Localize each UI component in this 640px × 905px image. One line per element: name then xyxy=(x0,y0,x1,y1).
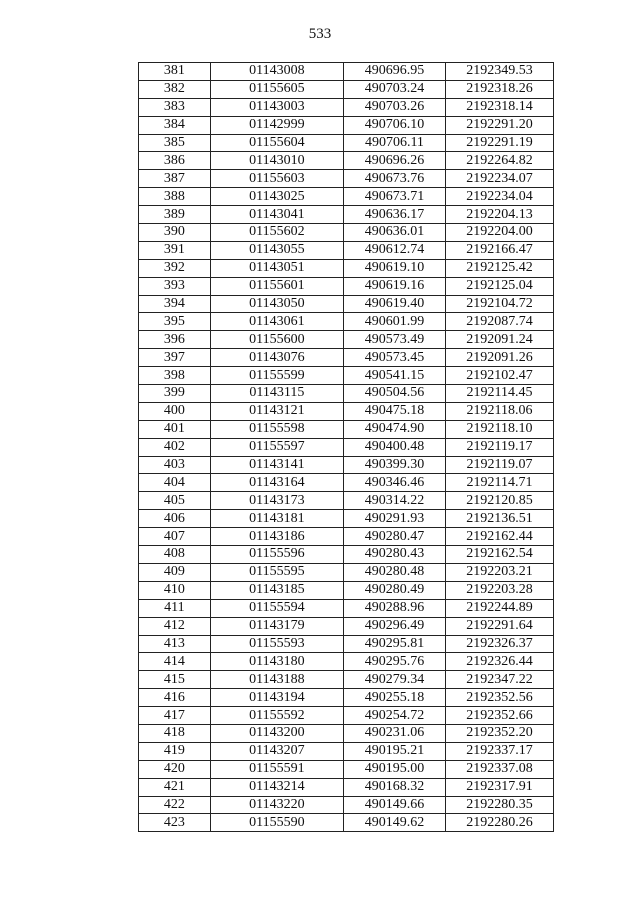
x-coordinate-cell: 490280.48 xyxy=(343,563,445,581)
y-coordinate-cell: 2192125.04 xyxy=(445,277,553,295)
x-coordinate-cell: 490541.15 xyxy=(343,367,445,385)
table-row xyxy=(139,277,554,295)
point-number-cell: 397 xyxy=(139,349,211,367)
table-row xyxy=(139,188,554,206)
y-coordinate-cell: 2192114.71 xyxy=(445,474,553,492)
point-id-cell: 01143186 xyxy=(210,528,343,546)
y-coordinate-cell: 2192347.22 xyxy=(445,671,553,689)
point-number-cell: 390 xyxy=(139,224,211,242)
y-coordinate-cell: 2192280.35 xyxy=(445,796,553,814)
point-number-cell: 386 xyxy=(139,152,211,170)
point-number-cell: 412 xyxy=(139,617,211,635)
table-row xyxy=(139,259,554,277)
point-id-cell: 01155595 xyxy=(210,563,343,581)
point-number-cell: 407 xyxy=(139,528,211,546)
point-id-cell: 01155590 xyxy=(210,814,343,832)
table-row xyxy=(139,313,554,331)
table-row xyxy=(139,653,554,671)
point-id-cell: 01155601 xyxy=(210,277,343,295)
point-id-cell: 01143115 xyxy=(210,385,343,403)
table-row xyxy=(139,295,554,313)
table-row xyxy=(139,581,554,599)
point-number-cell: 393 xyxy=(139,277,211,295)
table-row xyxy=(139,563,554,581)
point-number-cell: 399 xyxy=(139,385,211,403)
table-body xyxy=(139,63,554,832)
y-coordinate-cell: 2192118.06 xyxy=(445,402,553,420)
y-coordinate-cell: 2192091.26 xyxy=(445,349,553,367)
point-number-cell: 405 xyxy=(139,492,211,510)
point-number-cell: 414 xyxy=(139,653,211,671)
point-id-cell: 01143061 xyxy=(210,313,343,331)
y-coordinate-cell: 2192203.21 xyxy=(445,563,553,581)
point-number-cell: 406 xyxy=(139,510,211,528)
x-coordinate-cell: 490346.46 xyxy=(343,474,445,492)
y-coordinate-cell: 2192119.17 xyxy=(445,438,553,456)
table-row xyxy=(139,796,554,814)
y-coordinate-cell: 2192352.20 xyxy=(445,724,553,742)
x-coordinate-cell: 490231.06 xyxy=(343,724,445,742)
point-number-cell: 381 xyxy=(139,63,211,81)
point-number-cell: 391 xyxy=(139,241,211,259)
table-row xyxy=(139,98,554,116)
y-coordinate-cell: 2192125.42 xyxy=(445,259,553,277)
table-row xyxy=(139,510,554,528)
y-coordinate-cell: 2192234.04 xyxy=(445,188,553,206)
y-coordinate-cell: 2192352.66 xyxy=(445,707,553,725)
x-coordinate-cell: 490696.95 xyxy=(343,63,445,81)
y-coordinate-cell: 2192087.74 xyxy=(445,313,553,331)
x-coordinate-cell: 490504.56 xyxy=(343,385,445,403)
y-coordinate-cell: 2192162.44 xyxy=(445,528,553,546)
point-id-cell: 01143194 xyxy=(210,689,343,707)
point-id-cell: 01143041 xyxy=(210,206,343,224)
point-number-cell: 395 xyxy=(139,313,211,331)
point-number-cell: 403 xyxy=(139,456,211,474)
point-id-cell: 01143010 xyxy=(210,152,343,170)
point-id-cell: 01143051 xyxy=(210,259,343,277)
point-id-cell: 01155604 xyxy=(210,134,343,152)
y-coordinate-cell: 2192318.14 xyxy=(445,98,553,116)
y-coordinate-cell: 2192120.85 xyxy=(445,492,553,510)
point-id-cell: 01143003 xyxy=(210,98,343,116)
point-number-cell: 409 xyxy=(139,563,211,581)
x-coordinate-cell: 490296.49 xyxy=(343,617,445,635)
point-id-cell: 01155593 xyxy=(210,635,343,653)
point-number-cell: 394 xyxy=(139,295,211,313)
y-coordinate-cell: 2192317.91 xyxy=(445,778,553,796)
point-number-cell: 385 xyxy=(139,134,211,152)
y-coordinate-cell: 2192244.89 xyxy=(445,599,553,617)
table-row xyxy=(139,385,554,403)
point-id-cell: 01143141 xyxy=(210,456,343,474)
y-coordinate-cell: 2192337.17 xyxy=(445,742,553,760)
x-coordinate-cell: 490636.17 xyxy=(343,206,445,224)
point-id-cell: 01155591 xyxy=(210,760,343,778)
table-row xyxy=(139,241,554,259)
x-coordinate-cell: 490149.66 xyxy=(343,796,445,814)
point-id-cell: 01143121 xyxy=(210,402,343,420)
table-row xyxy=(139,80,554,98)
y-coordinate-cell: 2192291.20 xyxy=(445,116,553,134)
point-id-cell: 01143055 xyxy=(210,241,343,259)
table-row xyxy=(139,707,554,725)
x-coordinate-cell: 490619.40 xyxy=(343,295,445,313)
y-coordinate-cell: 2192119.07 xyxy=(445,456,553,474)
x-coordinate-cell: 490254.72 xyxy=(343,707,445,725)
point-id-cell: 01143185 xyxy=(210,581,343,599)
table-row xyxy=(139,635,554,653)
table-row xyxy=(139,724,554,742)
y-coordinate-cell: 2192318.26 xyxy=(445,80,553,98)
point-id-cell: 01143181 xyxy=(210,510,343,528)
table-row xyxy=(139,367,554,385)
point-number-cell: 421 xyxy=(139,778,211,796)
point-number-cell: 398 xyxy=(139,367,211,385)
y-coordinate-cell: 2192118.10 xyxy=(445,420,553,438)
point-id-cell: 01143220 xyxy=(210,796,343,814)
point-number-cell: 408 xyxy=(139,546,211,564)
y-coordinate-cell: 2192291.64 xyxy=(445,617,553,635)
y-coordinate-cell: 2192337.08 xyxy=(445,760,553,778)
point-number-cell: 423 xyxy=(139,814,211,832)
point-number-cell: 382 xyxy=(139,80,211,98)
table-row xyxy=(139,331,554,349)
point-number-cell: 422 xyxy=(139,796,211,814)
point-number-cell: 396 xyxy=(139,331,211,349)
point-id-cell: 01155605 xyxy=(210,80,343,98)
point-number-cell: 389 xyxy=(139,206,211,224)
x-coordinate-cell: 490295.76 xyxy=(343,653,445,671)
point-number-cell: 404 xyxy=(139,474,211,492)
x-coordinate-cell: 490280.49 xyxy=(343,581,445,599)
table-row xyxy=(139,742,554,760)
x-coordinate-cell: 490573.49 xyxy=(343,331,445,349)
table-row xyxy=(139,349,554,367)
x-coordinate-cell: 490706.10 xyxy=(343,116,445,134)
x-coordinate-cell: 490295.81 xyxy=(343,635,445,653)
table-row xyxy=(139,599,554,617)
point-number-cell: 415 xyxy=(139,671,211,689)
table-row xyxy=(139,778,554,796)
x-coordinate-cell: 490195.00 xyxy=(343,760,445,778)
point-id-cell: 01155596 xyxy=(210,546,343,564)
table-row xyxy=(139,402,554,420)
x-coordinate-cell: 490400.48 xyxy=(343,438,445,456)
point-id-cell: 01143050 xyxy=(210,295,343,313)
point-number-cell: 401 xyxy=(139,420,211,438)
y-coordinate-cell: 2192280.26 xyxy=(445,814,553,832)
point-number-cell: 413 xyxy=(139,635,211,653)
page-number: 533 xyxy=(308,26,332,42)
table-row xyxy=(139,152,554,170)
table-row xyxy=(139,689,554,707)
point-number-cell: 411 xyxy=(139,599,211,617)
table-row xyxy=(139,528,554,546)
y-coordinate-cell: 2192326.44 xyxy=(445,653,553,671)
y-coordinate-cell: 2192352.56 xyxy=(445,689,553,707)
x-coordinate-cell: 490673.71 xyxy=(343,188,445,206)
point-id-cell: 01143076 xyxy=(210,349,343,367)
x-coordinate-cell: 490475.18 xyxy=(343,402,445,420)
y-coordinate-cell: 2192264.82 xyxy=(445,152,553,170)
table-row xyxy=(139,760,554,778)
table-row xyxy=(139,474,554,492)
point-number-cell: 388 xyxy=(139,188,211,206)
point-number-cell: 420 xyxy=(139,760,211,778)
x-coordinate-cell: 490195.21 xyxy=(343,742,445,760)
table-row xyxy=(139,63,554,81)
point-id-cell: 01143173 xyxy=(210,492,343,510)
point-number-cell: 392 xyxy=(139,259,211,277)
x-coordinate-cell: 490149.62 xyxy=(343,814,445,832)
x-coordinate-cell: 490636.01 xyxy=(343,224,445,242)
point-number-cell: 417 xyxy=(139,707,211,725)
x-coordinate-cell: 490619.10 xyxy=(343,259,445,277)
coordinates-table xyxy=(138,62,554,832)
point-number-cell: 400 xyxy=(139,402,211,420)
point-id-cell: 01143025 xyxy=(210,188,343,206)
point-number-cell: 418 xyxy=(139,724,211,742)
x-coordinate-cell: 490619.16 xyxy=(343,277,445,295)
point-id-cell: 01155594 xyxy=(210,599,343,617)
x-coordinate-cell: 490703.24 xyxy=(343,80,445,98)
x-coordinate-cell: 490291.93 xyxy=(343,510,445,528)
point-number-cell: 410 xyxy=(139,581,211,599)
y-coordinate-cell: 2192104.72 xyxy=(445,295,553,313)
table-row xyxy=(139,492,554,510)
y-coordinate-cell: 2192234.07 xyxy=(445,170,553,188)
point-id-cell: 01155602 xyxy=(210,224,343,242)
point-number-cell: 402 xyxy=(139,438,211,456)
table-row xyxy=(139,420,554,438)
x-coordinate-cell: 490573.45 xyxy=(343,349,445,367)
y-coordinate-cell: 2192326.37 xyxy=(445,635,553,653)
x-coordinate-cell: 490601.99 xyxy=(343,313,445,331)
table-row xyxy=(139,116,554,134)
table-row xyxy=(139,438,554,456)
point-id-cell: 01143179 xyxy=(210,617,343,635)
table-row xyxy=(139,134,554,152)
table-row xyxy=(139,546,554,564)
x-coordinate-cell: 490703.26 xyxy=(343,98,445,116)
y-coordinate-cell: 2192136.51 xyxy=(445,510,553,528)
x-coordinate-cell: 490280.43 xyxy=(343,546,445,564)
x-coordinate-cell: 490612.74 xyxy=(343,241,445,259)
point-id-cell: 01143164 xyxy=(210,474,343,492)
point-id-cell: 01143008 xyxy=(210,63,343,81)
point-id-cell: 01155597 xyxy=(210,438,343,456)
point-id-cell: 01155592 xyxy=(210,707,343,725)
x-coordinate-cell: 490706.11 xyxy=(343,134,445,152)
table-row xyxy=(139,671,554,689)
y-coordinate-cell: 2192091.24 xyxy=(445,331,553,349)
point-id-cell: 01155603 xyxy=(210,170,343,188)
table-row xyxy=(139,456,554,474)
table-row xyxy=(139,170,554,188)
point-number-cell: 419 xyxy=(139,742,211,760)
point-number-cell: 416 xyxy=(139,689,211,707)
y-coordinate-cell: 2192166.47 xyxy=(445,241,553,259)
y-coordinate-cell: 2192291.19 xyxy=(445,134,553,152)
point-id-cell: 01143180 xyxy=(210,653,343,671)
table-row xyxy=(139,814,554,832)
y-coordinate-cell: 2192349.53 xyxy=(445,63,553,81)
point-number-cell: 387 xyxy=(139,170,211,188)
x-coordinate-cell: 490255.18 xyxy=(343,689,445,707)
point-id-cell: 01143188 xyxy=(210,671,343,689)
y-coordinate-cell: 2192204.00 xyxy=(445,224,553,242)
x-coordinate-cell: 490288.96 xyxy=(343,599,445,617)
table-row xyxy=(139,224,554,242)
point-number-cell: 383 xyxy=(139,98,211,116)
x-coordinate-cell: 490279.34 xyxy=(343,671,445,689)
table-row xyxy=(139,617,554,635)
y-coordinate-cell: 2192102.47 xyxy=(445,367,553,385)
y-coordinate-cell: 2192204.13 xyxy=(445,206,553,224)
y-coordinate-cell: 2192203.28 xyxy=(445,581,553,599)
point-id-cell: 01155600 xyxy=(210,331,343,349)
table-row xyxy=(139,206,554,224)
x-coordinate-cell: 490399.30 xyxy=(343,456,445,474)
point-id-cell: 01155598 xyxy=(210,420,343,438)
x-coordinate-cell: 490280.47 xyxy=(343,528,445,546)
point-id-cell: 01143200 xyxy=(210,724,343,742)
point-id-cell: 01143207 xyxy=(210,742,343,760)
point-id-cell: 01143214 xyxy=(210,778,343,796)
point-number-cell: 384 xyxy=(139,116,211,134)
x-coordinate-cell: 490474.90 xyxy=(343,420,445,438)
point-id-cell: 01142999 xyxy=(210,116,343,134)
x-coordinate-cell: 490314.22 xyxy=(343,492,445,510)
x-coordinate-cell: 490168.32 xyxy=(343,778,445,796)
x-coordinate-cell: 490673.76 xyxy=(343,170,445,188)
y-coordinate-cell: 2192162.54 xyxy=(445,546,553,564)
x-coordinate-cell: 490696.26 xyxy=(343,152,445,170)
y-coordinate-cell: 2192114.45 xyxy=(445,385,553,403)
point-id-cell: 01155599 xyxy=(210,367,343,385)
